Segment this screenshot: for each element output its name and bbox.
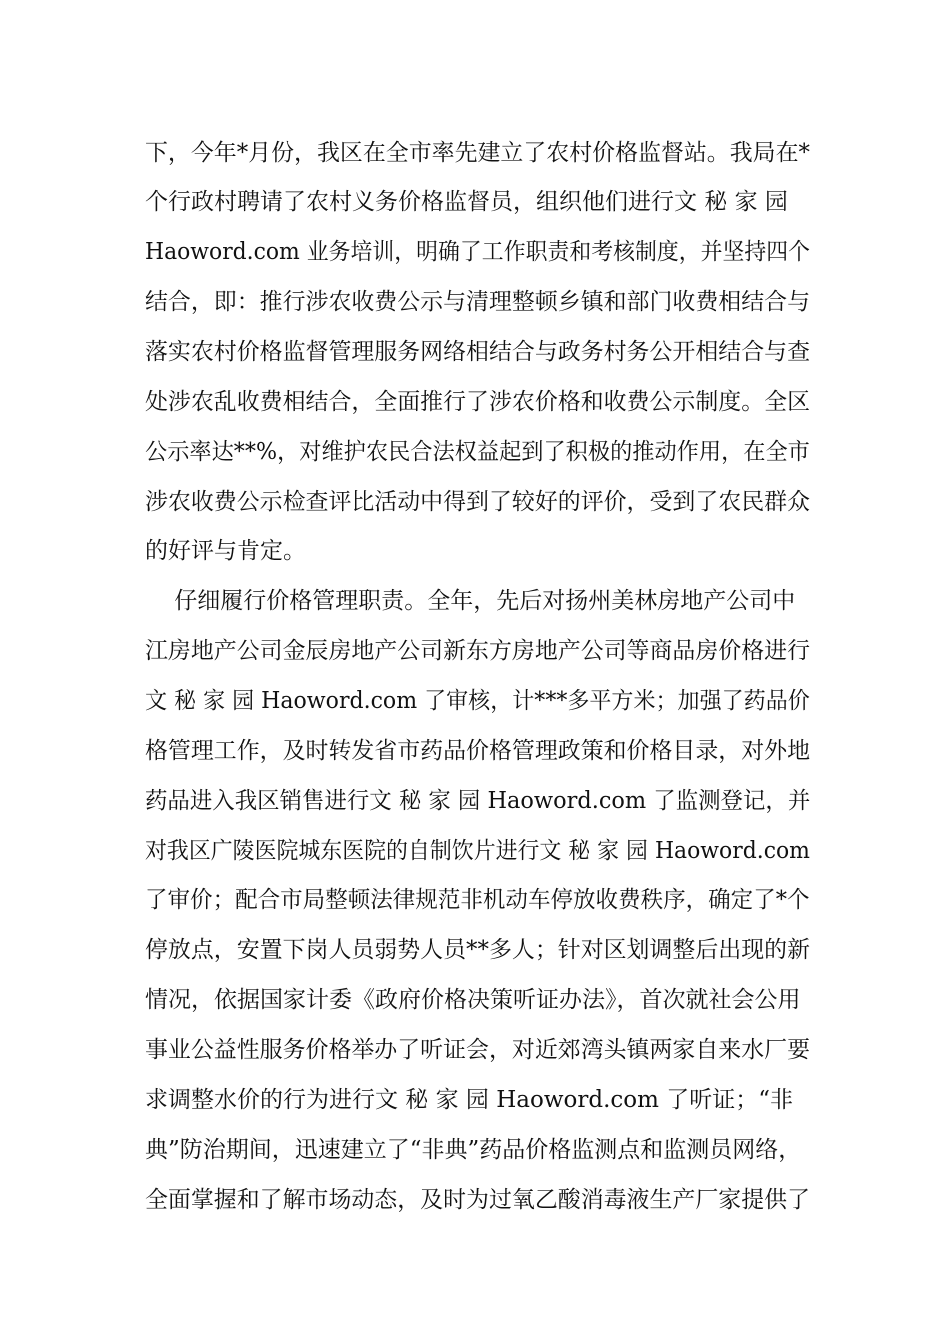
text-line: 停放点，安置下岗人员弱势人员**多人；针对区划调整后出现的新	[145, 937, 810, 963]
text-line: 江房地产公司金辰房地产公司新东方房地产公司等商品房价格进行	[145, 638, 810, 664]
text-line: 个行政村聘请了农村义务价格监督员，组织他们进行文 秘 家 园	[145, 189, 788, 215]
text-line: 情况，依据国家计委《政府价格决策听证办法》，首次就社会公用	[145, 987, 801, 1013]
paragraph-start-line: 仔细履行价格管理职责。全年，先后对扬州美林房地产公司中	[145, 588, 796, 614]
text-line: 涉农收费公示检查评比活动中得到了较好的评价，受到了农民群众	[145, 489, 810, 515]
text-line: 对我区广陵医院城东医院的自制饮片进行文 秘 家 园 Haoword.com	[145, 838, 810, 864]
text-line: 典”防治期间，迅速建立了“非典”药品价格监测点和监测员网络，	[145, 1137, 802, 1163]
text-line: Haoword.com 业务培训，明确了工作职责和考核制度，并坚持四个	[145, 239, 811, 265]
text-line: 药品进入我区销售进行文 秘 家 园 Haoword.com 了监测登记，并	[145, 788, 811, 814]
text-line: 处涉农乱收费相结合，全面推行了涉农价格和收费公示制度。全区	[145, 389, 810, 415]
text-line: 文 秘 家 园 Haoword.com 了审核，计***多平方米；加强了药品价	[145, 688, 810, 714]
text-line: 了审价；配合市局整顿法律规范非机动车停放收费秩序，确定了*个	[145, 887, 810, 913]
text-line: 求调整水价的行为进行文 秘 家 园 Haoword.com 了听证；“非	[145, 1087, 794, 1113]
text-line: 全面掌握和了解市场动态，及时为过氧乙酸消毒液生产厂家提供了	[145, 1187, 810, 1213]
text-line: 公示率达**%，对维护农民合法权益起到了积极的推动作用，在全市	[145, 439, 810, 465]
text-line: 事业公益性服务价格举办了听证会，对近郊湾头镇两家自来水厂要	[145, 1037, 810, 1063]
text-line: 下，今年*月份，我区在全市率先建立了农村价格监督站。我局在*	[145, 140, 810, 166]
text-line: 格管理工作，及时转发省市药品价格管理政策和价格目录，对外地	[145, 738, 810, 764]
text-line: 结合，即：推行涉农收费公示与清理整顿乡镇和部门收费相结合与	[145, 289, 810, 315]
text-line: 的好评与肯定。	[145, 538, 306, 564]
text-line: 落实农村价格监督管理服务网络相结合与政务村务公开相结合与查	[145, 339, 810, 365]
